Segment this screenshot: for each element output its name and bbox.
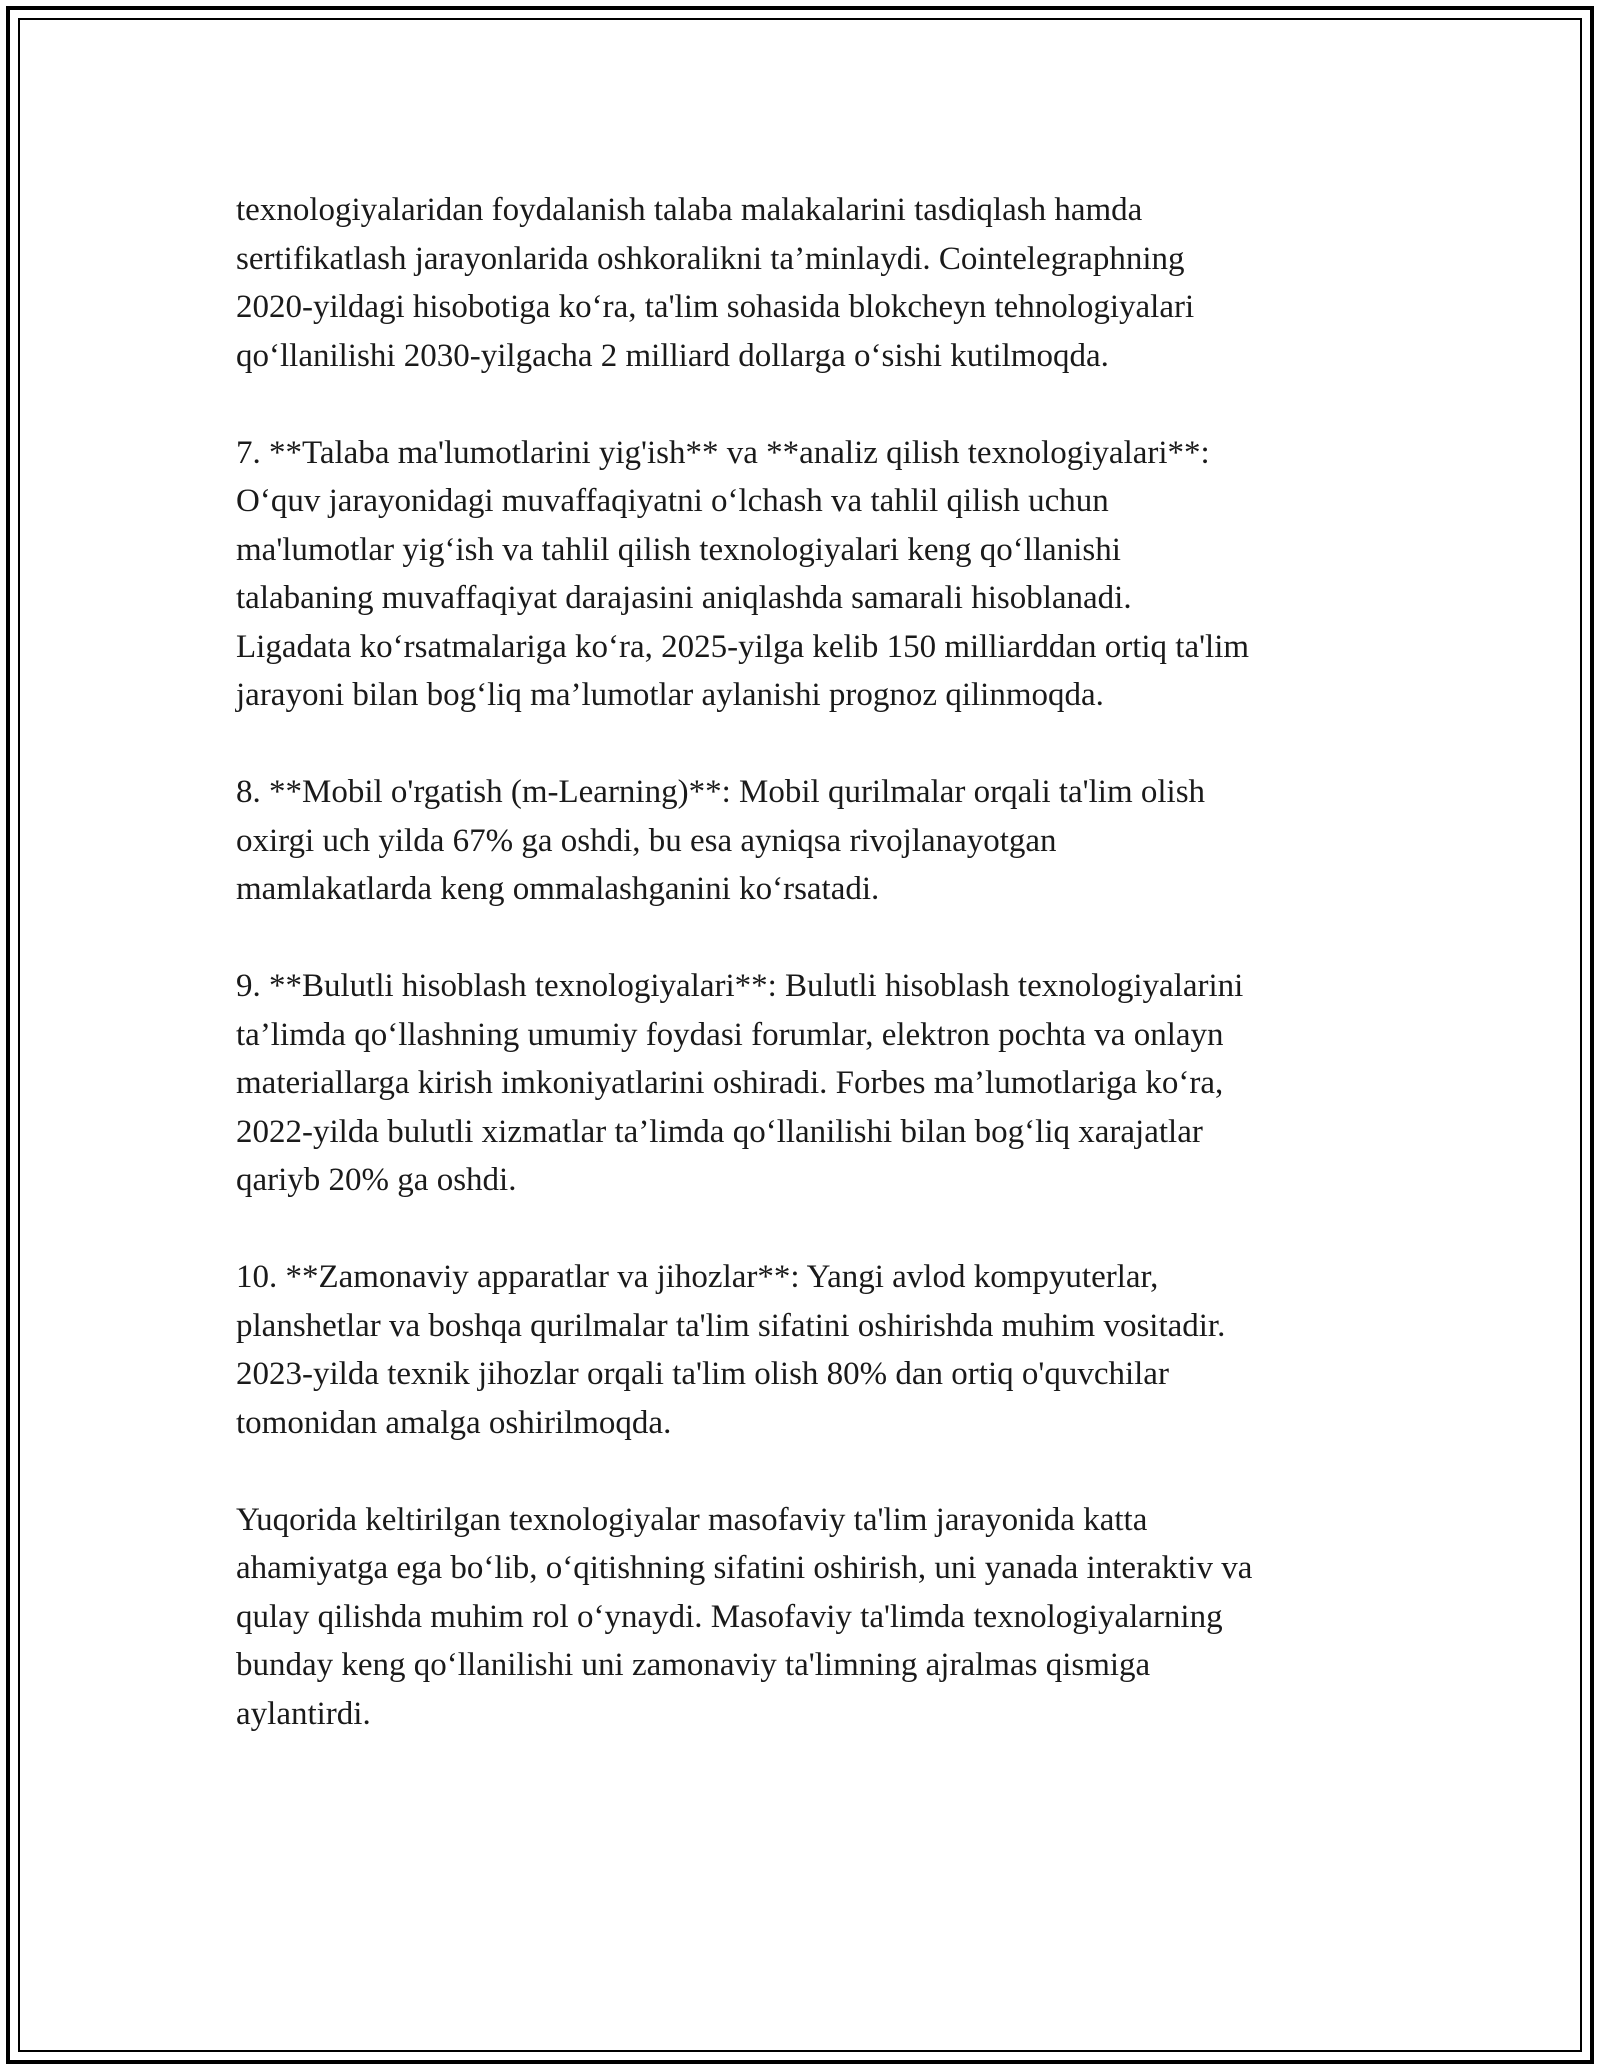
text-line: Ligadata ko‘rsatmalariga ko‘ra, 2025-yilga kelib 150 milliarddan ortiq ta'lim [236,628,1250,665]
text-line: materiallarga kirish imkoniyatlarini oshiradi. Forbes ma’lumotlariga ko‘ra, [236,1065,1224,1101]
paragraph-item-7 [236,429,1396,720]
text-line: talabaning muvaffaqiyat darajasini aniqlashda samarali hisoblanadi. [236,580,1132,616]
text-line: 8. **Mobil o'rgatish (m-Learning)**: Mobil qurilmalar orqali ta'lim olish [236,774,1206,810]
text-line: oxirgi uch yilda 67% ga oshdi, bu esa ayniqsa rivojlanayotgan [236,822,1057,859]
text-line: 10. **Zamonaviy apparatlar va jihozlar**: Yangi avlod kompyuterlar, [236,1259,1159,1295]
text-line: O‘quv jarayonidagi muvaffaqiyatni o‘lchash va tahlil qilish uchun [236,483,1109,519]
text-line: aylantirdi. [236,1695,371,1732]
text-line: Yuqorida keltirilgan texnologiyalar masofaviy ta'lim jarayonida katta [236,1501,1148,1538]
paragraph-item-8 [236,768,1396,914]
paragraph-item-10 [236,1253,1396,1447]
text-line: texnologiyalaridan foydalanish talaba malakalarini tasdiqlash hamda [236,192,1143,228]
text-line: ma'lumotlar yig‘ish va tahlil qilish texnologiyalari keng qo‘llanishi [236,531,1121,568]
text-line: ta’limda qo‘llashning umumiy foydasi forumlar, elektron pochta va onlayn [236,1016,1224,1053]
text-line: bunday keng qo‘llanilishi uni zamonaviy ta'limning ajralmas qismiga [236,1647,1151,1683]
text-line: planshetlar va boshqa qurilmalar ta'lim sifatini oshirishda muhim vositadir. [236,1307,1226,1344]
text-line: sertifikatlash jarayonlarida oshkoralikni ta’minlaydi. Cointelegraphning [236,240,1185,277]
paragraph-item-9 [236,962,1396,1205]
text-line: 2022-yilda bulutli xizmatlar ta’limda qo‘llanilishi bilan bog‘liq xarajatlar [236,1113,1203,1150]
text-line: qulay qilishda muhim rol o‘ynaydi. Masofaviy ta'limda texnologiyalarning [236,1598,1223,1635]
text-line: 2023-yilda texnik jihozlar orqali ta'lim olish 80% dan ortiq o'quvchilar [236,1356,1169,1392]
text-line: jarayoni bilan bog‘liq ma’lumotlar aylanishi prognoz qilinmoqda. [236,677,1104,713]
text-line: 7. **Talaba ma'lumotlarini yig'ish** va **analiz qilish texnologiyalari**: [236,434,1210,471]
text-line: ahamiyatga ega bo‘lib, o‘qitishning sifatini oshirish, uni yanada interaktiv va [236,1550,1253,1586]
text-line: mamlakatlarda keng ommalashganini ko‘rsatadi. [236,871,880,907]
document-body [236,186,1396,1787]
text-line: tomonidan amalga oshirilmoqda. [236,1404,672,1441]
paragraph-blockchain-continued [236,186,1396,380]
text-line: 9. **Bulutli hisoblash texnologiyalari**: Bulutli hisoblash texnologiyalarini [236,968,1244,1004]
text-line: 2020-yildagi hisobotiga ko‘ra, ta'lim sohasida blokcheyn tehnologiyalari [236,289,1195,325]
text-line: qariyb 20% ga oshdi. [236,1162,517,1198]
text-line: qo‘llanilishi 2030-yilgacha 2 milliard dollarga o‘sishi kutilmoqda. [236,337,1109,374]
paragraph-conclusion [236,1496,1396,1739]
